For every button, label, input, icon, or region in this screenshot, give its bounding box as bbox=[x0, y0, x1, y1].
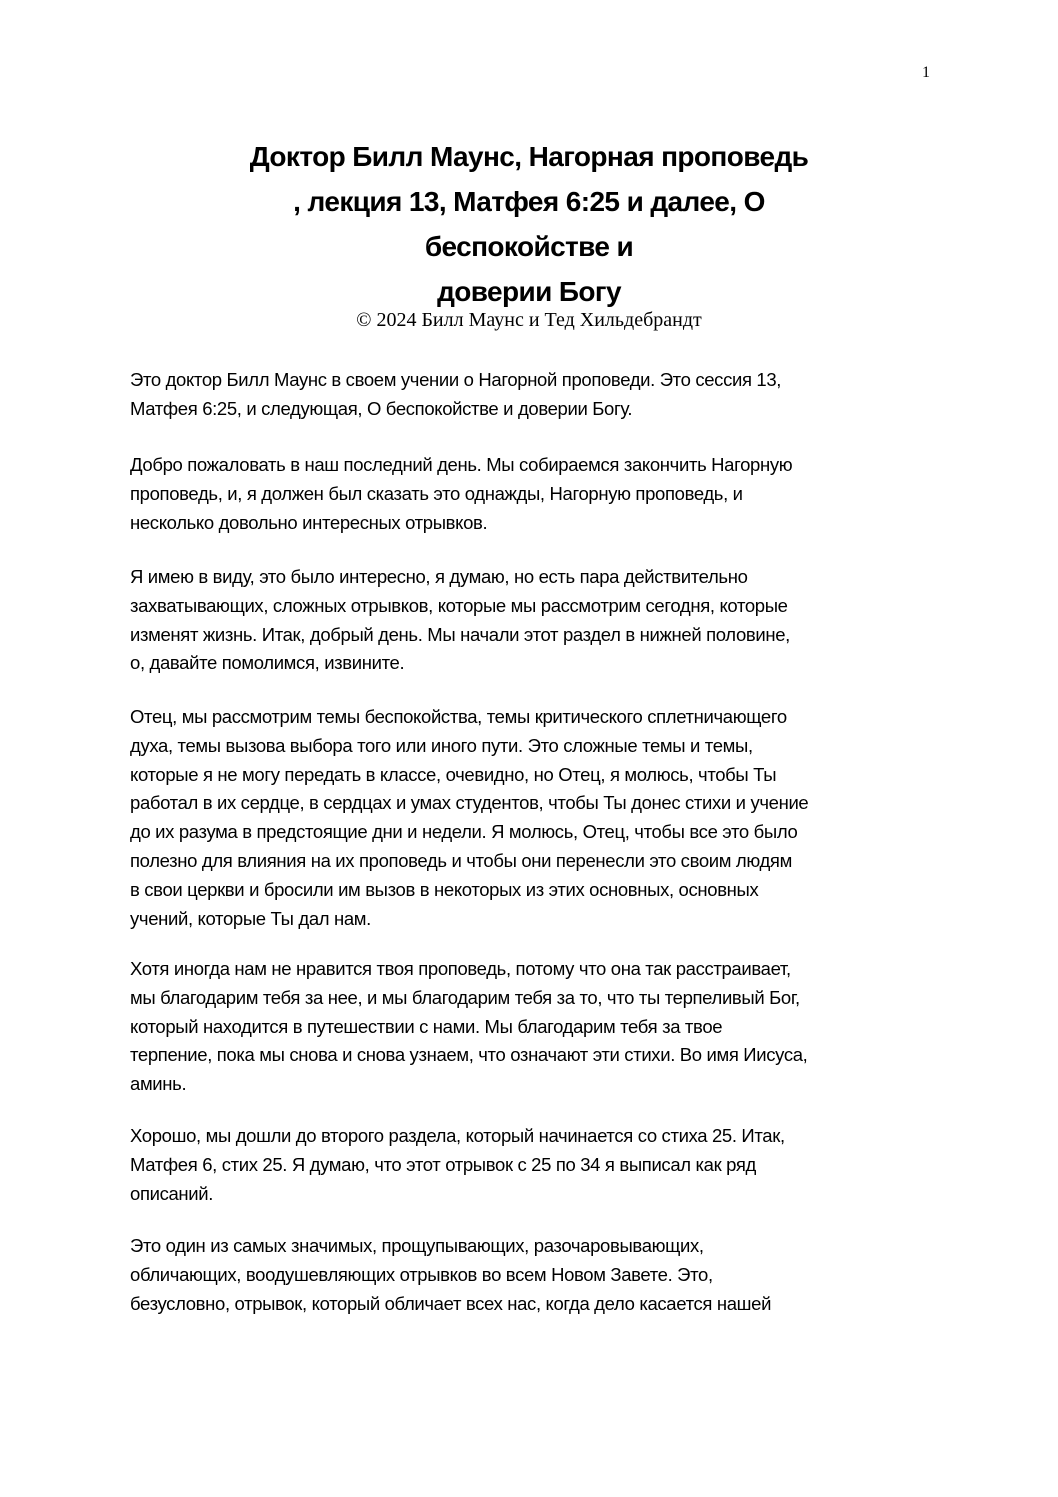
copyright-line: © 2024 Билл Маунс и Тед Хильдебрандт bbox=[356, 309, 702, 331]
paragraph-line: духа, темы вызова выбора того или иного пути. Это сложные темы и темы, bbox=[130, 734, 753, 756]
paragraph-line: полезно для влияния на их проповедь и чтобы они перенесли это своим людям bbox=[130, 849, 792, 871]
title-line: , лекция 13, Матфея 6:25 и далее, О bbox=[293, 186, 765, 217]
body-paragraph bbox=[130, 1122, 785, 1208]
body-paragraph bbox=[130, 1232, 771, 1318]
paragraph-line: описаний. bbox=[130, 1182, 214, 1204]
paragraph-line: Это доктор Билл Маунс в своем учении о Нагорной проповеди. Это сессия 13, bbox=[130, 369, 782, 390]
body-paragraph bbox=[130, 703, 808, 933]
paragraph-line: которые я не могу передать в классе, очевидно, но Отец, я молюсь, чтобы Ты bbox=[130, 763, 777, 785]
paragraph-line: Добро пожаловать в наш последний день. Мы собираемся закончить Нагорную bbox=[130, 454, 793, 475]
paragraph-line: Это один из самых значимых, прощупывающих, разочаровывающих, bbox=[130, 1235, 704, 1256]
title-line: Доктор Билл Маунс, Нагорная проповедь bbox=[249, 141, 809, 172]
body-paragraph bbox=[130, 451, 792, 537]
paragraph-line: безусловно, отрывок, который обличает всех нас, когда дело касается нашей bbox=[130, 1292, 772, 1314]
paragraph-line: обличающих, воодушевляющих отрывков во всем Новом Завете. Это, bbox=[130, 1263, 713, 1285]
paragraph-line: который находится в путешествии с нами. Мы благодарим тебя за твое bbox=[130, 1015, 723, 1037]
paragraph-line: несколько довольно интересных отрывков. bbox=[130, 511, 488, 533]
paragraph-line: о, давайте помолимся, извините. bbox=[130, 652, 405, 674]
paragraph-line: работал в их сердце, в сердцах и умах студентов, чтобы Ты донес стихи и учение bbox=[130, 792, 809, 814]
paragraph-line: Хорошо, мы дошли до второго раздела, который начинается со стиха 25. Итак, bbox=[130, 1125, 785, 1146]
title-line: беспокойстве и bbox=[424, 231, 634, 262]
paragraph-line: мы благодарим тебя за нее, и мы благодарим тебя за то, что ты терпеливый Бог, bbox=[130, 986, 800, 1008]
body-paragraph bbox=[130, 563, 790, 678]
paragraph-line: терпение, пока мы снова и снова узнаем, что означают эти стихи. Во имя Иисуса, bbox=[130, 1044, 808, 1066]
body-paragraph bbox=[130, 366, 781, 424]
paragraph-line: аминь. bbox=[130, 1073, 187, 1095]
body-paragraph bbox=[130, 955, 807, 1099]
paragraph-line: до их разума в предстоящие дни и недели. Я молюсь, Отец, чтобы все это было bbox=[130, 821, 798, 843]
paragraph-line: проповедь, и, я должен был сказать это однажды, Нагорную проповедь, и bbox=[130, 482, 743, 504]
paragraph-line: захватывающих, сложных отрывков, которые мы рассмотрим сегодня, которые bbox=[130, 594, 788, 616]
page-number: 1 bbox=[922, 64, 930, 81]
paragraph-line: Хотя иногда нам не нравится твоя проповедь, потому что она так расстраивает, bbox=[130, 958, 791, 979]
paragraph-line: учений, которые Ты дал нам. bbox=[130, 907, 371, 929]
title-line: доверии Богу bbox=[437, 276, 621, 307]
paragraph-line: изменят жизнь. Итак, добрый день. Мы начали этот раздел в нижней половине, bbox=[130, 623, 790, 645]
paragraph-line: Отец, мы рассмотрим темы беспокойства, темы критического сплетничающего bbox=[130, 706, 787, 727]
document-title bbox=[0, 134, 1058, 314]
paragraph-line: Матфея 6, стих 25. Я думаю, что этот отрывок с 25 по 34 я выписал как ряд bbox=[130, 1153, 756, 1175]
paragraph-line: в свои церкви и бросили им вызов в некоторых из этих основных, основных bbox=[130, 878, 759, 900]
paragraph-line: Матфея 6:25, и следующая, О беспокойстве и доверии Богу. bbox=[130, 397, 633, 419]
paragraph-line: Я имею в виду, это было интересно, я думаю, но есть пара действительно bbox=[130, 566, 748, 587]
